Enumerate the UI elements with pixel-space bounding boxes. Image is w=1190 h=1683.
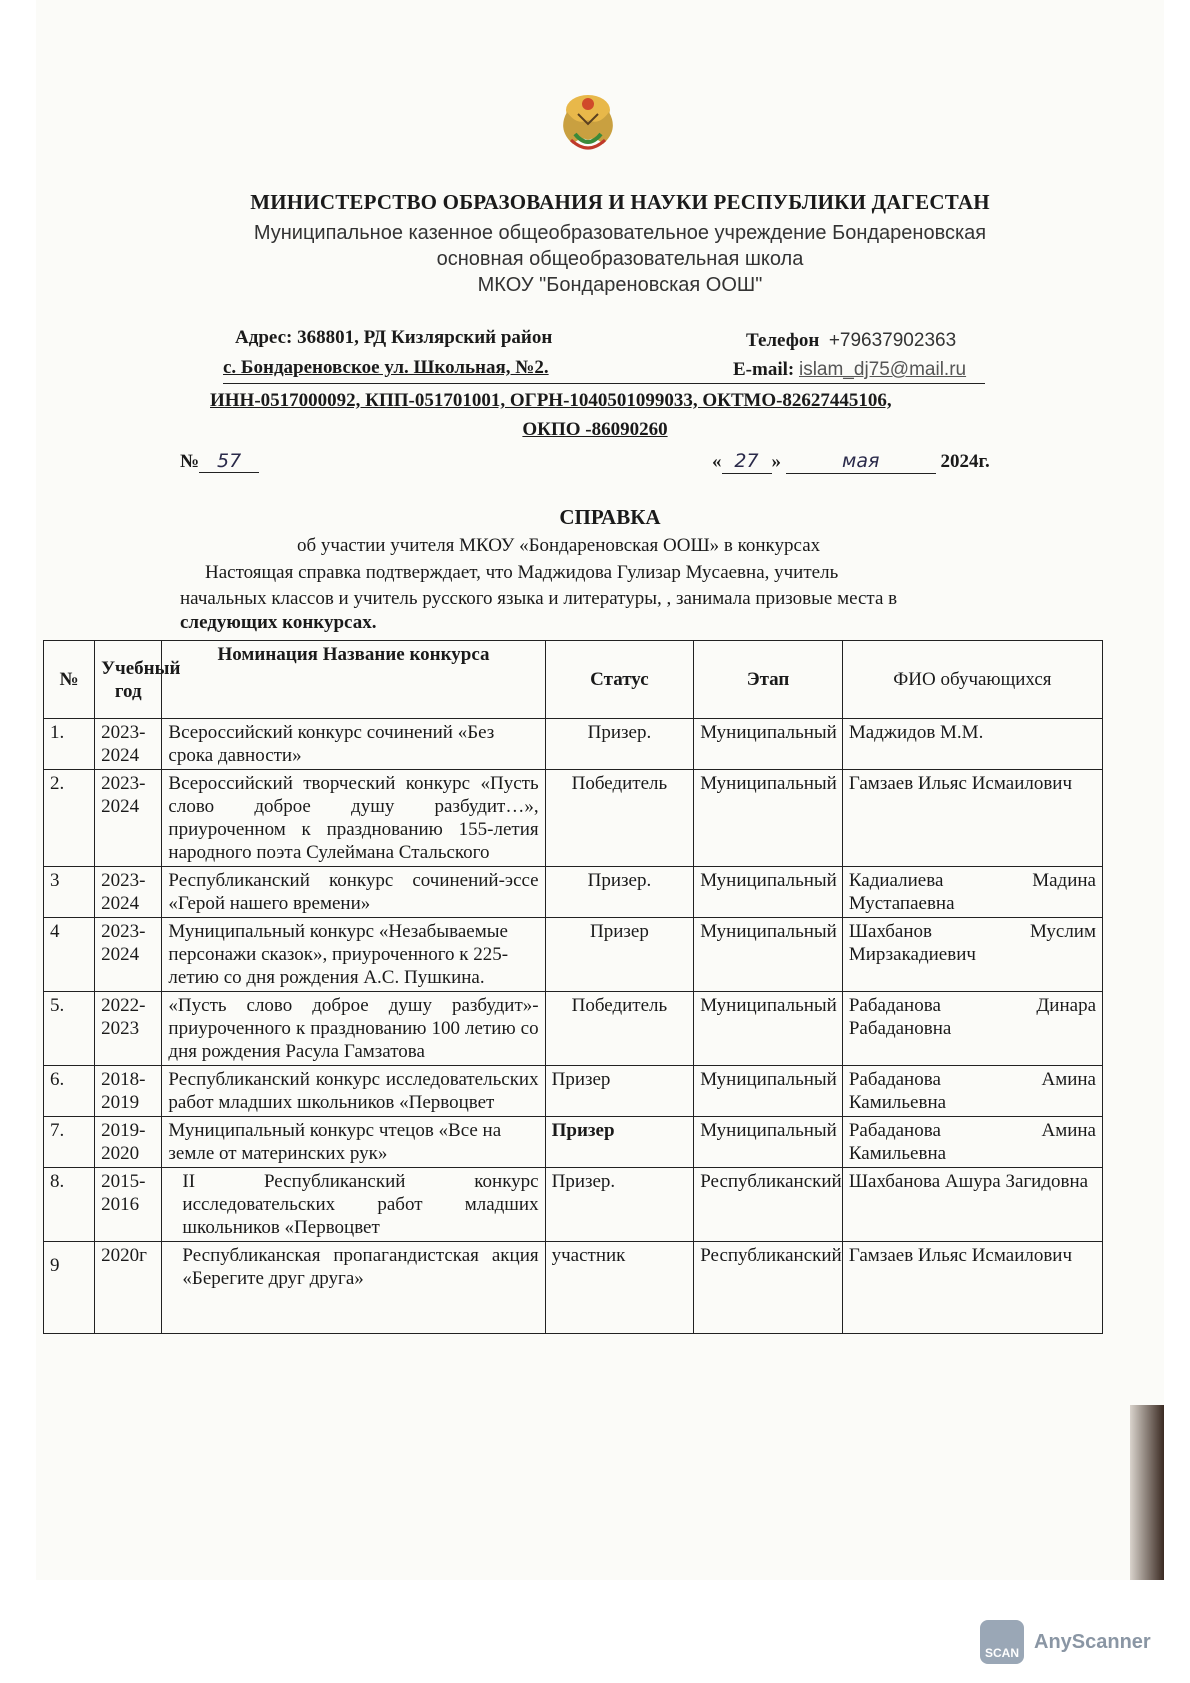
cell-stage: Муниципальный	[694, 719, 843, 770]
cell-fio: Шахбанов Муслим Мирзакадиевич	[842, 918, 1102, 992]
body-line1: Настоящая справка подтверждает, что Маджидова Гулизар Мусаевна, учитель	[205, 562, 839, 583]
body-line3: следующих конкурсах.	[180, 612, 377, 633]
cell-name: Республиканский конкурс исследовательских работ младших школьников «Первоцвет	[162, 1066, 545, 1117]
table-row	[44, 1066, 1103, 1117]
scan-edge-shadow	[1130, 1405, 1164, 1580]
header-stage: Этап	[694, 641, 843, 719]
phone-label: Телефон	[746, 330, 820, 351]
scanner-watermark	[980, 1620, 1151, 1664]
cell-stage: Муниципальный	[694, 770, 843, 867]
school-name-line1: Муниципальное казенное общеобразовательное учреждение Бондареновская	[253, 222, 987, 244]
okpo: ОКПО -86090260	[522, 419, 668, 440]
table-row	[44, 1168, 1103, 1242]
cell-fio: Маджидов М.М.	[842, 719, 1102, 770]
cell-status: участник	[545, 1242, 694, 1334]
table-header-row	[44, 641, 1103, 719]
cell-status: Призер	[545, 918, 694, 992]
cell-year: 2023-2024	[95, 770, 162, 867]
document-date	[712, 450, 990, 474]
cell-num: 9	[44, 1242, 95, 1334]
dagestan-emblem-icon	[545, 90, 631, 152]
table-row	[44, 770, 1103, 867]
header-num: №	[44, 641, 95, 719]
cell-year: 2023-2024	[95, 867, 162, 918]
table-row	[44, 719, 1103, 770]
date-close-quote: »	[771, 451, 781, 472]
cell-status: Призер.	[545, 1168, 694, 1242]
cell-name: Республиканская пропагандистская акция «Берегите друг друга»	[162, 1242, 545, 1334]
cell-fio: Рабаданова Амина Камильевна	[842, 1117, 1102, 1168]
address-line1: Адрес: 368801, РД Кизлярский район	[235, 327, 553, 348]
cell-status: Призер	[545, 1117, 694, 1168]
scanner-logo-icon: SCAN	[980, 1620, 1024, 1664]
cell-stage: Муниципальный	[694, 1117, 843, 1168]
cell-num: 4	[44, 918, 95, 992]
cell-num: 5.	[44, 992, 95, 1066]
cell-stage: Республиканский	[694, 1242, 843, 1334]
table-row	[44, 1242, 1103, 1334]
cell-fio: Гамзаев Ильяс Исмаилович	[842, 770, 1102, 867]
cell-num: 1.	[44, 719, 95, 770]
date-day: 27	[734, 450, 759, 472]
header-status: Статус	[545, 641, 694, 719]
cell-name: Всероссийский конкурс сочинений «Без срока давности»	[162, 719, 545, 770]
cell-name: Всероссийский творческий конкурс «Пусть слово доброе душу разбудит…», приуроченном к празднованию 155-летия народного поэта Сулеймана Стальского	[162, 770, 545, 867]
header-name: Номинация Название конкурса	[162, 641, 545, 719]
number-label: №	[180, 451, 200, 472]
phone-value: +79637902363	[828, 330, 957, 351]
number-value: 57	[199, 450, 259, 473]
cell-stage: Муниципальный	[694, 1066, 843, 1117]
date-month: мая	[842, 450, 880, 472]
cell-num: 7.	[44, 1117, 95, 1168]
cell-num: 2.	[44, 770, 95, 867]
ministry-title: МИНИСТЕРСТВО ОБРАЗОВАНИЯ И НАУКИ РЕСПУБЛИКИ ДАГЕСТАН	[250, 190, 990, 214]
document-number	[180, 450, 259, 473]
cell-year: 2020г	[95, 1242, 162, 1334]
scanner-brand: AnyScanner	[1034, 1630, 1151, 1653]
awards-table	[43, 640, 1103, 1334]
divider	[223, 383, 985, 384]
cell-fio: Рабаданова Амина Камильевна	[842, 1066, 1102, 1117]
cell-name: «Пусть слово доброе душу разбудит»- приуроченного к празднованию 100 летию со дня рождения Расула Гамзатова	[162, 992, 545, 1066]
cell-num: 3	[44, 867, 95, 918]
cell-fio: Шахбанова Ашура Загидовна	[842, 1168, 1102, 1242]
cell-name: II Республиканский конкурс исследовательских работ младших школьников «Первоцвет	[162, 1168, 545, 1242]
school-name	[180, 220, 1060, 298]
date-open-quote: «	[712, 451, 722, 472]
date-year: 2024г.	[940, 451, 990, 472]
table-row	[44, 918, 1103, 992]
header-year: Учебный год	[95, 641, 162, 719]
cell-status: Призер.	[545, 867, 694, 918]
school-name-line2: основная общеобразовательная школа	[436, 248, 804, 270]
requisites: ИНН-0517000092, КПП-051701001, ОГРН-1040501099033, ОКТМО-82627445106,	[210, 390, 892, 411]
cell-name: Муниципальный конкурс чтецов «Все на земле от материнских рук»	[162, 1117, 545, 1168]
email-value[interactable]: islam_dj75@mail.ru	[798, 359, 967, 380]
table-row	[44, 992, 1103, 1066]
cell-name: Республиканский конкурс сочинений-эссе «Герой нашего времени»	[162, 867, 545, 918]
cell-status: Призер.	[545, 719, 694, 770]
cell-fio: Рабаданова Динара Рабадановна	[842, 992, 1102, 1066]
school-name-line3: МКОУ "Бондареновская ООШ"	[477, 274, 763, 296]
cell-status: Призер	[545, 1066, 694, 1117]
cell-year: 2015-2016	[95, 1168, 162, 1242]
table-row	[44, 1117, 1103, 1168]
body-line2: начальных классов и учитель русского языка и литературы, , занимала призовые места в	[180, 588, 898, 609]
cell-year: 2019-2020	[95, 1117, 162, 1168]
email	[733, 359, 966, 381]
cell-name: Муниципальный конкурс «Незабываемые персонажи сказок», приуроченного к 225-летию со дня рождения А.С. Пушкина.	[162, 918, 545, 992]
cell-year: 2018-2019	[95, 1066, 162, 1117]
document-subtitle: об участии учителя МКОУ «Бондареновская ООШ» в конкурсах	[297, 535, 821, 556]
cell-stage: Муниципальный	[694, 867, 843, 918]
cell-stage: Республиканский	[694, 1168, 843, 1242]
cell-stage: Муниципальный	[694, 918, 843, 992]
cell-status: Победитель	[545, 770, 694, 867]
document-title: СПРАВКА	[559, 505, 661, 529]
cell-fio: Гамзаев Ильяс Исмаилович	[842, 1242, 1102, 1334]
table-row	[44, 867, 1103, 918]
header-fio: ФИО обучающихся	[842, 641, 1102, 719]
cell-year: 2023-2024	[95, 918, 162, 992]
cell-year: 2023-2024	[95, 719, 162, 770]
cell-num: 8.	[44, 1168, 95, 1242]
cell-status: Победитель	[545, 992, 694, 1066]
address-line2: с. Бондареновское ул. Школьная, №2.	[223, 357, 549, 378]
email-label: E-mail:	[733, 359, 795, 380]
cell-num: 6.	[44, 1066, 95, 1117]
cell-fio: Кадиалиева Мадина Мустапаевна	[842, 867, 1102, 918]
phone	[746, 330, 956, 352]
cell-stage: Муниципальный	[694, 992, 843, 1066]
cell-year: 2022-2023	[95, 992, 162, 1066]
